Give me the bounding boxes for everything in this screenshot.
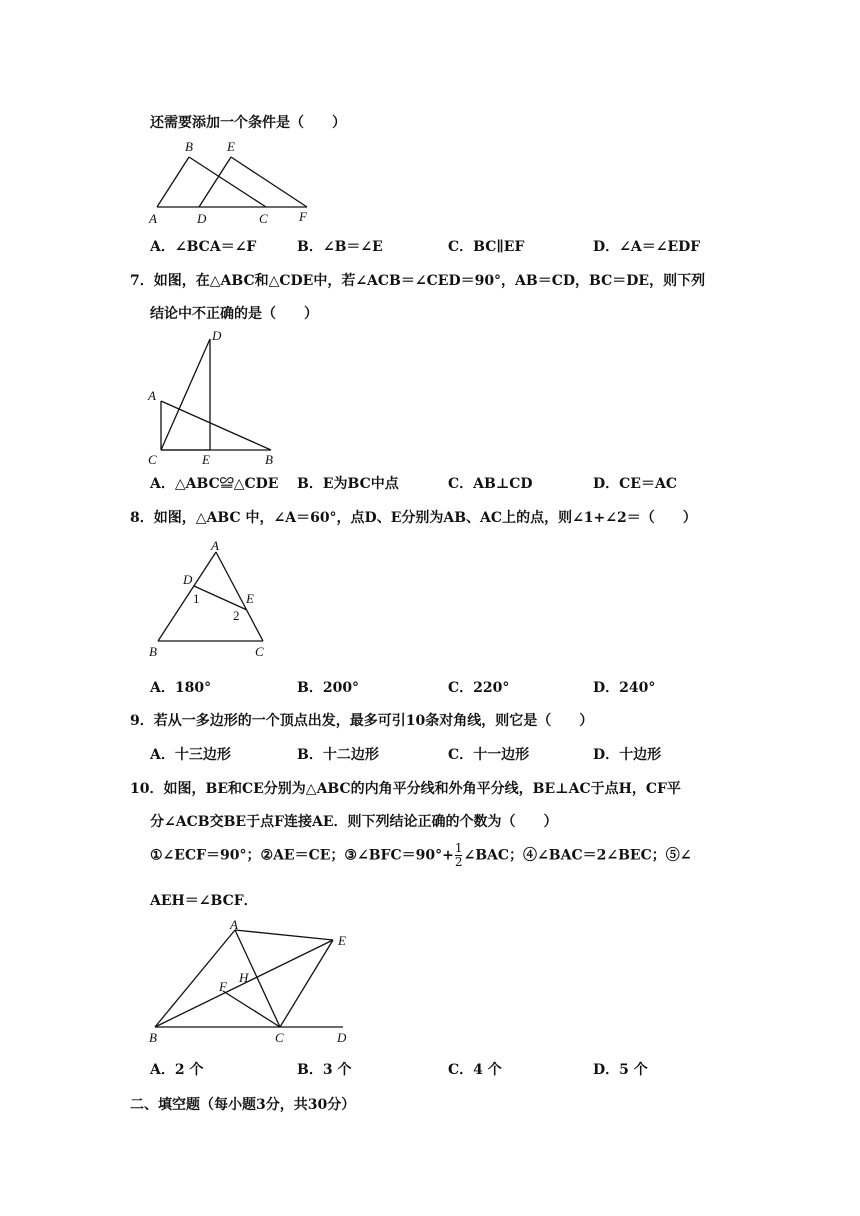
q9-stem: 9．若从一多边形的一个顶点出发，最多可引10条对角线，则它是（ ） [130,713,594,729]
q6-option-d[interactable]: D．∠A＝∠EDF [593,239,701,255]
q6-continuation: 还需要添加一个条件是（ ） [150,115,346,131]
q8-figure [145,538,280,663]
q8-option-a[interactable]: A．180° [150,680,212,696]
q10-label-c: C [275,1030,284,1045]
q10-label-h: H [239,970,249,985]
q9-option-c[interactable]: C．十一边形 [448,747,530,763]
q7-stem-line2: 结论中不正确的是（ ） [150,306,318,322]
q6-label-f: F [299,209,307,224]
q7-option-a[interactable]: A．△ABC≌△CDE [150,476,279,492]
q10-stem-line2: 分∠ACB交BE于点F连接AE．则下列结论正确的个数为（ ） [150,814,558,830]
q10-conclusions-part1: ①∠ECF＝90°；②AE＝CE；③∠BFC＝90°+ [150,847,454,864]
q10-label-e: E [338,933,346,948]
q8-option-d[interactable]: D．240° [593,680,656,696]
q10-fraction-half: $\frac{1}{2}$ [454,841,463,869]
q8-stem: 8．如图，△ABC 中，∠A＝60°，点D、E分别为AB、AC上的点，则∠1+∠2＝（ ） [130,510,697,526]
q10-label-f: F [219,979,227,994]
q7-label-b: B [265,452,273,467]
q10-conclusions-line [150,842,691,869]
q8-label-1: 1 [193,591,200,606]
q8-label-c: C [255,644,264,659]
q8-label-b: B [149,644,157,659]
q10-option-b[interactable]: B．3 个 [297,1062,352,1078]
q8-label-a: A [211,538,219,553]
q8-label-d: D [183,572,193,587]
q6-figure [145,135,325,230]
section-2-heading: 二、填空题（每小题3分，共30分） [130,1097,356,1113]
q10-conclusions-part2: ∠BAC；④∠BAC＝2∠BEC；⑤∠ [463,847,692,864]
q8-label-2: 2 [233,608,240,623]
q7-label-c: C [148,452,157,467]
q10-label-a: A [230,917,238,932]
q9-option-a[interactable]: A．十三边形 [150,747,231,763]
q6-label-e: E [227,139,235,154]
q7-label-a: A [148,388,156,403]
q10-label-d: D [337,1030,347,1045]
q6-label-b: B [185,139,193,154]
q6-label-a: A [149,211,157,226]
q8-option-c[interactable]: C．220° [448,680,510,696]
q10-stem-line1: 10．如图，BE和CE分别为△ABC的内角平分线和外角平分线，BE⊥AC于点H，CF平 [130,781,681,797]
q10-option-c[interactable]: C．4 个 [448,1062,502,1078]
q10-figure [145,915,360,1050]
q6-label-d: D [197,211,207,226]
q10-conclusions-line4: AEH＝∠BCF． [150,893,258,909]
q7-label-e: E [202,452,210,467]
q7-label-d: D [212,328,222,343]
q6-option-b[interactable]: B．∠B＝∠E [297,239,383,255]
q10-option-a[interactable]: A．2 个 [150,1062,204,1078]
q6-option-a[interactable]: A．∠BCA＝∠F [150,239,257,255]
q6-label-c: C [259,211,268,226]
q7-option-b[interactable]: B．E为BC中点 [297,476,399,492]
q8-label-e: E [246,591,254,606]
q7-option-c[interactable]: C．AB⊥CD [448,476,533,492]
q6-option-c[interactable]: C．BC∥EF [448,239,525,255]
q10-label-b: B [149,1030,157,1045]
q7-stem-line1: 7．如图，在△ABC和△CDE中，若∠ACB＝∠CED＝90°，AB＝CD，BC＝DE，则下列 [130,273,706,289]
q9-option-d[interactable]: D．十边形 [593,747,662,763]
q10-option-d[interactable]: D．5 个 [593,1062,648,1078]
q9-option-b[interactable]: B．十二边形 [297,747,379,763]
q8-option-b[interactable]: B．200° [297,680,360,696]
q7-figure [145,328,285,468]
q7-option-d[interactable]: D．CE＝AC [593,476,677,492]
